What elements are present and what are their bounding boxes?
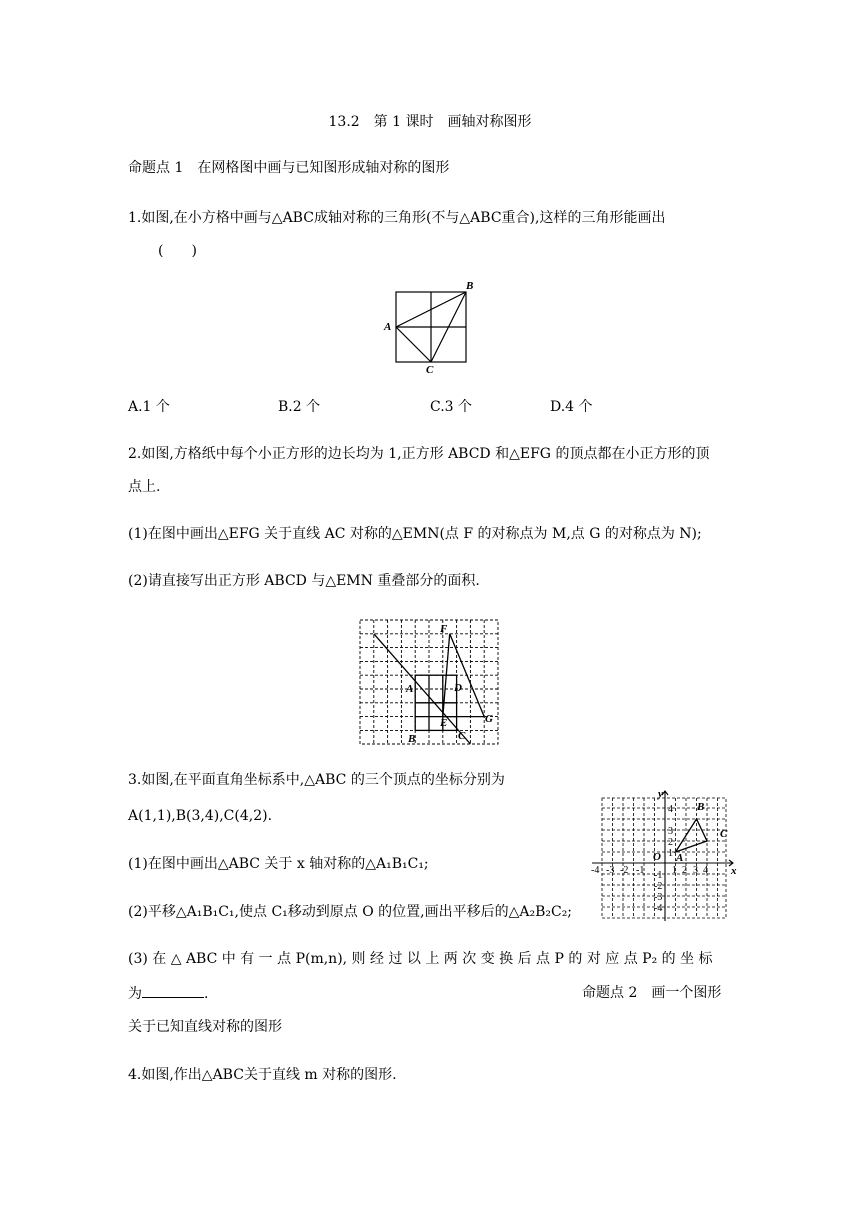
q1-option-b[interactable]: B.2 个 [278,399,321,415]
q3-coordinates: A(1,1),B(3,4),C(4,2). [128,808,273,824]
q1-figure [382,280,482,376]
q3-y-tick-neg4: -4 [654,903,663,914]
q2-label-g: G [485,713,493,725]
q3-y-tick-neg3: -3 [654,892,663,903]
q3-y-axis-label: y [658,788,663,800]
q3-x-tick-neg2: -2 [620,865,629,876]
q2-label-c: C [458,730,466,742]
q3-x-axis-label: x [731,865,737,877]
q3-label-c: C [720,828,728,840]
q3-x-tick-3: 3 [693,865,698,876]
q3-part-3-answer [128,983,208,1004]
q1-option-a[interactable]: A.1 个 [128,399,170,415]
q3-x-tick-2: 2 [682,865,687,876]
q3-x-tick-neg3: -3 [606,865,615,876]
q3-y-tick-neg2: -2 [654,881,663,892]
q2-label-d: D [454,682,462,694]
q3-origin-label: O [653,851,661,863]
q3-label-a: A [676,852,684,864]
q3-part-3-prefix: 为 [128,986,142,1002]
q3-y-tick-neg1: -1 [654,870,663,881]
section-2-heading-cont: 关于已知直线对称的图形 [128,1019,282,1035]
q1-label-a: A [384,321,392,333]
section-1-heading: 命题点 1 在网格图中画与已知图形成轴对称的图形 [128,160,450,176]
q3-coordinate-graph [590,788,740,922]
q2-text: 2.如图,方格纸中每个小正方形的边长均为 1,正方形 ABCD 和△EFG 的顶点都在小正方形的顶 [128,446,710,462]
q2-label-e: E [440,717,448,729]
section-2-heading: 命题点 2 画一个图形 [582,985,722,1001]
q1-option-d[interactable]: D.4 个 [550,399,593,415]
q3-part-3-suffix: . [204,986,209,1002]
q3-part-1: (1)在图中画出△ABC 关于 x 轴对称的△A₁B₁C₁; [128,856,429,872]
q3-answer-blank[interactable] [142,983,204,998]
q2-part-1: (1)在图中画出△EFG 关于直线 AC 对称的△EMN(点 F 的对称点为 M,点 G 的对称点为 N); [128,526,702,542]
q3-part-3: (3) 在 △ ABC 中 有 一 点 P(m,n), 则 经 过 以 上 两 次 变 换 后 点 P 的 对 应 点 P₂ 的 坐 标 [128,951,713,967]
q3-text: 3.如图,在平面直角坐标系中,△ABC 的三个顶点的坐标分别为 [128,772,505,788]
q3-y-tick-3: 3 [668,826,673,837]
q2-part-2: (2)请直接写出正方形 ABCD 与△EMN 重叠部分的面积. [128,573,480,589]
page-title: 13.2 第 1 课时 画轴对称图形 [328,114,532,130]
q1-answer-bracket: ( ) [158,243,197,259]
q2-label-f: F [440,623,448,635]
q3-part-2: (2)平移△A₁B₁C₁,使点 C₁移动到原点 O 的位置,画出平移后的△A₂B₂C₂; [128,904,573,920]
q3-label-b: B [697,801,705,813]
q3-y-tick-4: 4 [668,804,673,815]
q4-text: 4.如图,作出△ABC关于直线 m 对称的图形. [128,1067,397,1083]
q2-label-b: B [408,733,416,745]
q3-x-tick-neg1: -1 [636,865,645,876]
q1-text: 1.如图,在小方格中画与△ABC成轴对称的三角形(不与△ABC重合),这样的三角形能画出 [128,210,666,226]
q2-text-cont: 点上. [128,479,161,495]
q1-label-b: B [466,280,474,292]
q3-y-tick-2: 2 [668,837,673,848]
q1-label-c: C [426,364,434,376]
q3-y-tick-1: 1 [668,848,673,859]
q2-figure [358,618,500,746]
q3-x-tick-neg4: -4 [591,865,600,876]
q3-x-tick-4: 4 [703,865,708,876]
q3-x-tick-1: 1 [672,865,677,876]
q1-option-c[interactable]: C.3 个 [430,399,473,415]
q2-label-a: A [406,683,414,695]
